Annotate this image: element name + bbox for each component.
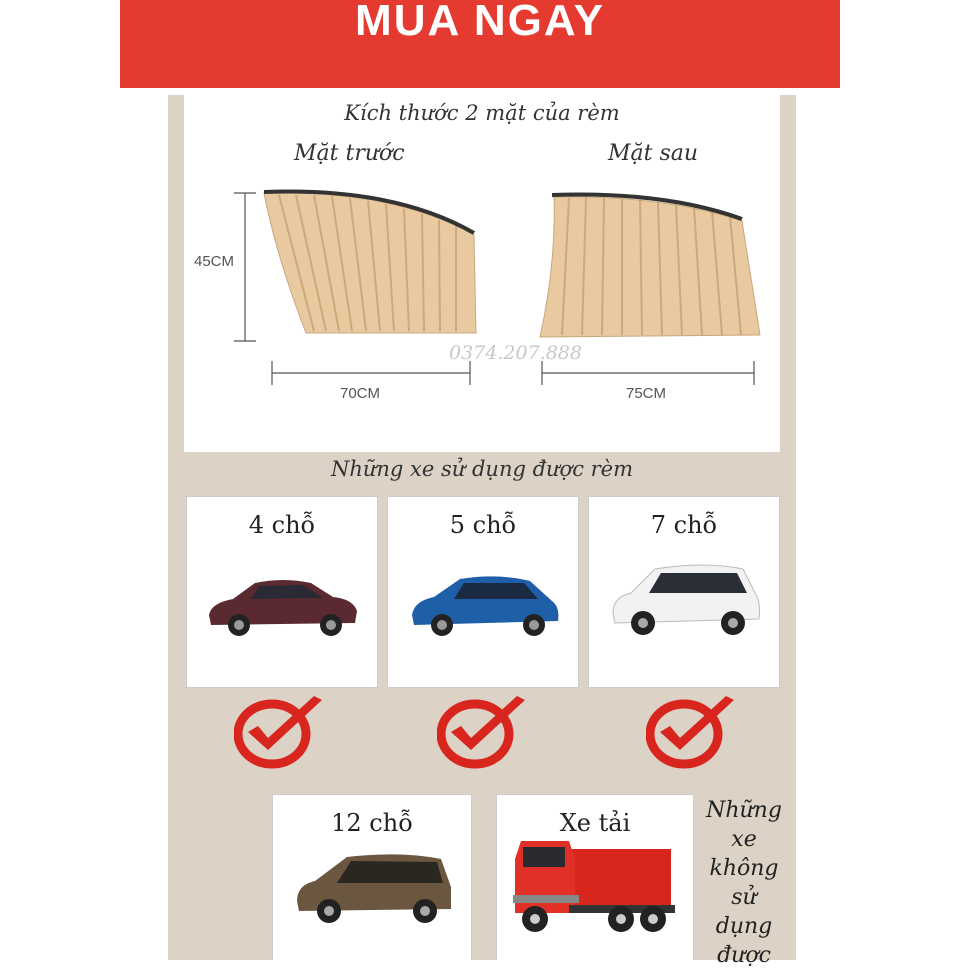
incompatible-note bbox=[700, 796, 788, 970]
car-card-12-seat bbox=[272, 794, 472, 960]
note-line: xe bbox=[731, 827, 757, 852]
suv-icon bbox=[605, 557, 765, 641]
note-line: dụng bbox=[715, 914, 773, 939]
height-dimension: 45CM bbox=[194, 253, 235, 270]
back-curtain-icon bbox=[540, 195, 760, 338]
size-card bbox=[184, 95, 780, 452]
car-card-4-seat bbox=[186, 496, 378, 688]
car-label-truck: Xe tải bbox=[559, 809, 631, 837]
front-label: Mặt trước bbox=[294, 141, 405, 166]
size-title: Kích thước 2 mặt của rèm bbox=[344, 101, 620, 125]
check-mark-icon bbox=[234, 692, 326, 772]
back-label: Mặt sau bbox=[608, 141, 699, 166]
front-width-dimension: 70CM bbox=[340, 385, 381, 402]
note-line: sử bbox=[731, 885, 757, 910]
truck-icon bbox=[509, 835, 679, 939]
compatible-title: Những xe sử dụng được rèm bbox=[330, 457, 634, 481]
minivan-icon bbox=[291, 847, 457, 927]
hatchback-icon bbox=[406, 569, 566, 641]
car-card-truck bbox=[496, 794, 694, 960]
front-curtain-icon bbox=[264, 192, 476, 333]
note-line: được bbox=[717, 943, 771, 968]
phone-watermark: 0374.207.888 bbox=[449, 342, 582, 364]
car-label-4-seat: 4 chỗ bbox=[248, 511, 316, 539]
car-label-5-seat: 5 chỗ bbox=[449, 511, 517, 539]
car-label-12-seat: 12 chỗ bbox=[331, 809, 413, 837]
check-mark-icon bbox=[437, 692, 529, 772]
buy-now-banner[interactable] bbox=[120, 0, 840, 88]
check-mark-icon bbox=[646, 692, 738, 772]
curtain-diagram bbox=[184, 95, 780, 452]
note-line: không bbox=[709, 856, 779, 881]
back-width-dimension: 75CM bbox=[626, 385, 667, 402]
note-line: Những bbox=[706, 798, 782, 823]
buy-now-label[interactable]: MUA NGAY bbox=[355, 0, 605, 45]
car-label-7-seat: 7 chỗ bbox=[650, 511, 718, 539]
car-card-5-seat bbox=[387, 496, 579, 688]
sedan-icon bbox=[203, 571, 363, 641]
car-card-7-seat bbox=[588, 496, 780, 688]
